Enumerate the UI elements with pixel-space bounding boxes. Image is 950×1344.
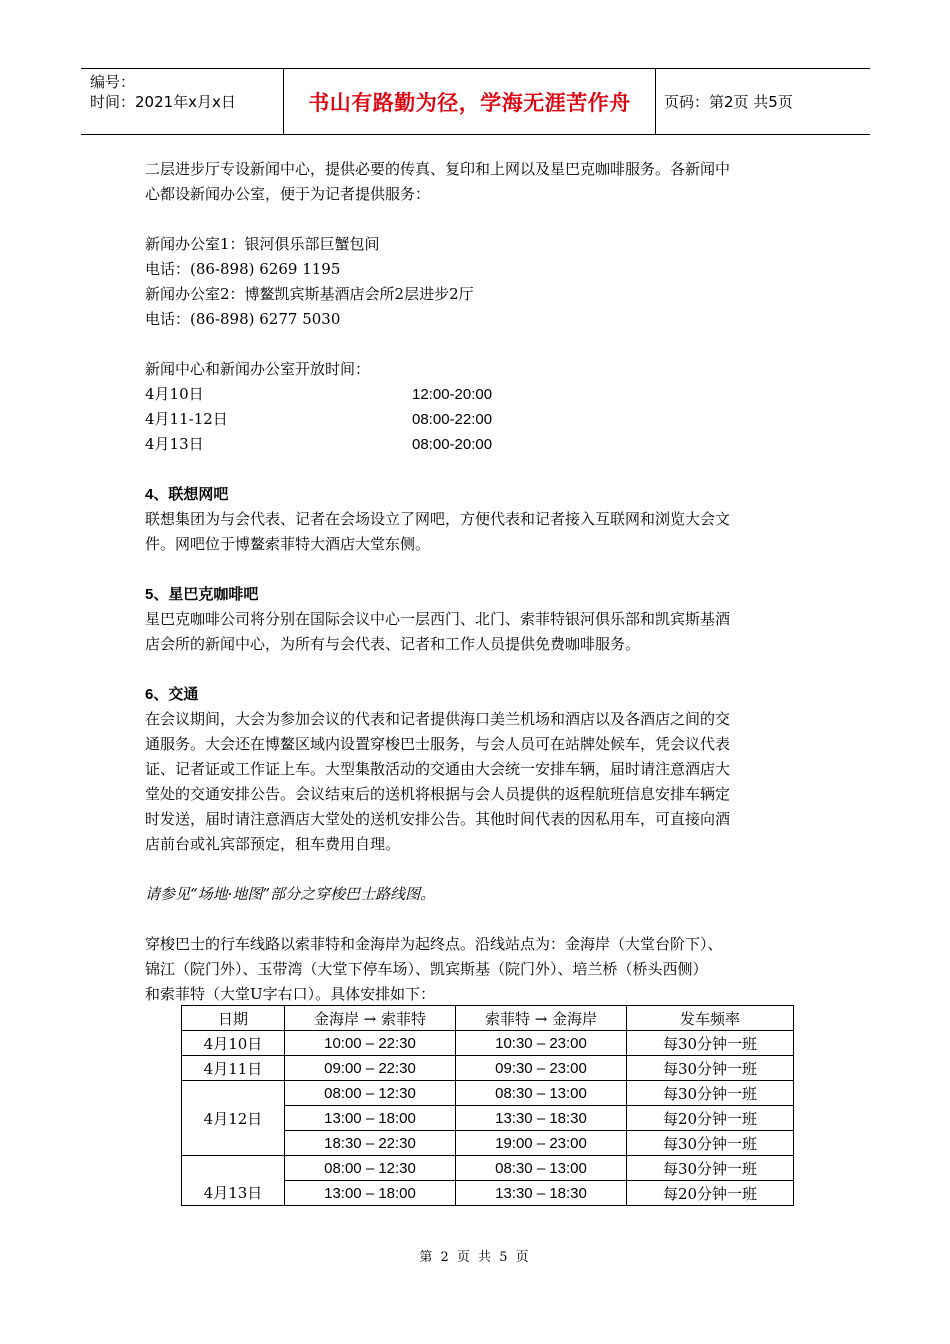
section-text: 星巴克咖啡公司将分别在国际会议中心一层西门、北门、索菲特银河俱乐部和凯宾斯基酒 bbox=[145, 610, 731, 628]
shuttle-text: 和索菲特（大堂U字右口）。具体安排如下： bbox=[145, 985, 436, 1003]
office-name: 新闻办公室2：博鳌凯宾斯基酒店会所2层进步2厅 bbox=[145, 285, 474, 303]
date-cell: 4月10日 bbox=[182, 1031, 285, 1056]
header-route-a: 金海岸 → 索菲特 bbox=[285, 1006, 456, 1031]
header-page-cell bbox=[656, 69, 870, 134]
frequency-cell: 每30分钟一班 bbox=[627, 1081, 794, 1106]
hours-row bbox=[145, 432, 815, 457]
shuttle-text: 锦江（院门外）、玉带湾（大堂下停车场）、凯宾斯基（院门外）、培兰桥（桥头西侧） bbox=[145, 960, 708, 978]
table-row bbox=[182, 1156, 794, 1181]
table-row bbox=[182, 1081, 794, 1106]
header-route-b: 索菲特 → 金海岸 bbox=[456, 1006, 627, 1031]
office-phone: 电话：(86-898) 6269 1195 bbox=[145, 260, 341, 278]
page-label: 页码：第2页 共5页 bbox=[664, 93, 793, 111]
header-frequency: 发车频率 bbox=[627, 1006, 794, 1031]
section-text: 时发送，届时请注意酒店大堂处的送机安排公告。其他时间代表的因私用车，可直接向酒 bbox=[145, 810, 731, 828]
hours-time: 12:00-20:00 bbox=[412, 386, 493, 403]
date-cell: 4月13日 bbox=[182, 1156, 285, 1206]
route-a-cell: 08:00 – 12:30 bbox=[285, 1156, 456, 1181]
page-footer: 第 2 页 共 5 页 bbox=[419, 1250, 531, 1265]
intro-line: 二层进步厅专设新闻中心，提供必要的传真、复印和上网以及星巴克咖啡服务。各新闻中 bbox=[145, 160, 731, 178]
section-text: 堂处的交通安排公告。会议结束后的送机将根据与会人员提供的返程航班信息安排车辆定 bbox=[145, 785, 731, 803]
frequency-cell: 每30分钟一班 bbox=[627, 1131, 794, 1156]
route-a-cell: 18:30 – 22:30 bbox=[285, 1131, 456, 1156]
time-label: 时间：2021年x月x日 bbox=[90, 93, 236, 111]
route-b-cell: 10:30 – 23:00 bbox=[456, 1031, 627, 1056]
frequency-cell: 每20分钟一班 bbox=[627, 1181, 794, 1206]
office-phone: 电话：(86-898) 6277 5030 bbox=[145, 310, 341, 328]
header-motto-cell bbox=[283, 69, 656, 134]
office-name: 新闻办公室1：银河俱乐部巨蟹包间 bbox=[145, 235, 380, 253]
route-b-cell: 19:00 – 23:00 bbox=[456, 1131, 627, 1156]
table-row bbox=[182, 1031, 794, 1056]
route-b-cell: 13:30 – 18:30 bbox=[456, 1106, 627, 1131]
frequency-cell: 每30分钟一班 bbox=[627, 1056, 794, 1081]
header-date: 日期 bbox=[182, 1006, 285, 1031]
section-text: 通服务。大会还在博鳌区域内设置穿梭巴士服务，与会人员可在站牌处候车，凭会议代表 bbox=[145, 735, 731, 753]
section-text: 在会议期间，大会为参加会议的代表和记者提供海口美兰机场和酒店以及各酒店之间的交 bbox=[145, 710, 731, 728]
route-b-cell: 08:30 – 13:00 bbox=[456, 1156, 627, 1181]
route-b-cell: 08:30 – 13:00 bbox=[456, 1081, 627, 1106]
table-row bbox=[182, 1056, 794, 1081]
frequency-cell: 每30分钟一班 bbox=[627, 1031, 794, 1056]
section-text: 证、记者证或工作证上车。大型集散活动的交通由大会统一安排车辆，届时请注意酒店大 bbox=[145, 760, 731, 778]
table-header-row bbox=[182, 1006, 794, 1031]
date-cell: 4月12日 bbox=[182, 1081, 285, 1156]
frequency-cell: 每20分钟一班 bbox=[627, 1106, 794, 1131]
section-text: 店会所的新闻中心，为所有与会代表、记者和工作人员提供免费咖啡服务。 bbox=[145, 635, 641, 653]
shuttle-text: 穿梭巴士的行车线路以索菲特和金海岸为起终点。沿线站点为：金海岸（大堂台阶下）、 bbox=[145, 935, 723, 953]
hours-row bbox=[145, 407, 815, 432]
hours-date: 4月11-12日 bbox=[145, 410, 228, 428]
number-label: 编号： bbox=[90, 73, 136, 91]
page-header bbox=[81, 68, 870, 135]
hours-time: 08:00-20:00 bbox=[412, 436, 493, 453]
document-body bbox=[145, 157, 815, 1007]
section-text: 件。网吧位于博鳌索菲特大酒店大堂东侧。 bbox=[145, 535, 431, 553]
hours-row bbox=[145, 382, 815, 407]
section-title-starbucks: 5、星巴克咖啡吧 bbox=[145, 586, 259, 603]
route-a-cell: 13:00 – 18:00 bbox=[285, 1181, 456, 1206]
motto: 书山有路勤为径，学海无涯苦作舟 bbox=[308, 89, 631, 115]
hours-time: 08:00-22:00 bbox=[412, 411, 493, 428]
route-a-cell: 13:00 – 18:00 bbox=[285, 1106, 456, 1131]
frequency-cell: 每30分钟一班 bbox=[627, 1156, 794, 1181]
hours-date: 4月13日 bbox=[145, 435, 204, 453]
map-note: 请参见“场地·地图”部分之穿梭巴士路线图。 bbox=[145, 885, 436, 903]
route-a-cell: 09:00 – 22:30 bbox=[285, 1056, 456, 1081]
section-title-transport: 6、交通 bbox=[145, 686, 199, 703]
section-text: 联想集团为与会代表、记者在会场设立了网吧，方便代表和记者接入互联网和浏览大会文 bbox=[145, 510, 731, 528]
route-a-cell: 08:00 – 12:30 bbox=[285, 1081, 456, 1106]
intro-line: 心都设新闻办公室，便于为记者提供服务： bbox=[145, 185, 431, 203]
route-a-cell: 10:00 – 22:30 bbox=[285, 1031, 456, 1056]
section-text: 店前台或礼宾部预定，租车费用自理。 bbox=[145, 835, 401, 853]
route-b-cell: 13:30 – 18:30 bbox=[456, 1181, 627, 1206]
section-title-internet-bar: 4、联想网吧 bbox=[145, 486, 229, 503]
hours-title: 新闻中心和新闻办公室开放时间： bbox=[145, 360, 371, 378]
shuttle-schedule-table bbox=[181, 1005, 794, 1206]
date-cell: 4月11日 bbox=[182, 1056, 285, 1081]
hours-date: 4月10日 bbox=[145, 385, 204, 403]
header-left-cell bbox=[81, 69, 283, 134]
route-b-cell: 09:30 – 23:00 bbox=[456, 1056, 627, 1081]
